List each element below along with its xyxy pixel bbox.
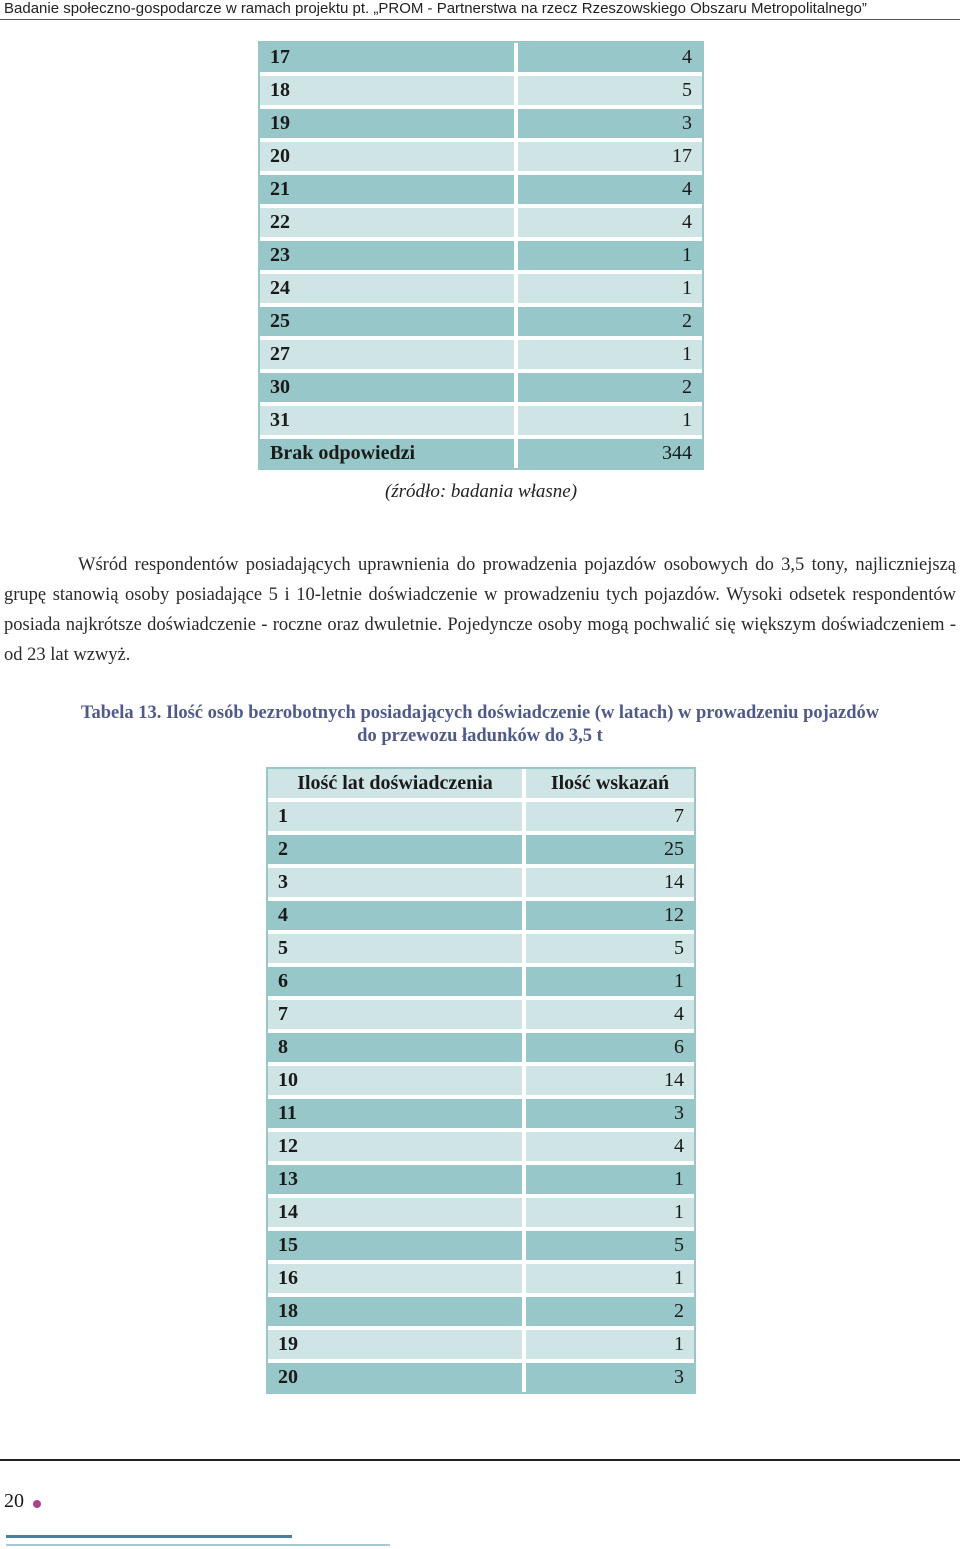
- row-value: 4: [524, 998, 696, 1031]
- row-label: Brak odpowiedzi: [258, 437, 516, 470]
- row-value: 14: [524, 866, 696, 899]
- row-value: 5: [524, 932, 696, 965]
- row-value: 2: [516, 371, 704, 404]
- row-value: 4: [516, 206, 704, 239]
- table-source-note: (źródło: badania własne): [384, 481, 578, 502]
- footer-bar: [6, 1535, 292, 1538]
- row-value: 5: [524, 1229, 696, 1262]
- row-label: 11: [266, 1097, 524, 1130]
- row-label: 16: [266, 1262, 524, 1295]
- row-label: 21: [258, 173, 516, 206]
- table-frame-top: [258, 41, 704, 470]
- row-value: 3: [524, 1097, 696, 1130]
- row-label: 31: [258, 404, 516, 437]
- row-label: 20: [266, 1361, 524, 1394]
- row-label: 18: [266, 1295, 524, 1328]
- row-value: 5: [516, 74, 704, 107]
- row-value: 17: [516, 140, 704, 173]
- row-value: 25: [524, 833, 696, 866]
- row-label: 13: [266, 1163, 524, 1196]
- row-label: 22: [258, 206, 516, 239]
- running-header: Badanie społeczno-gospodarcze w ramach projektu pt. „PROM - Partnerstwa na rzecz Rzeszowskiego Obszaru Metropolitalnego”: [4, 0, 867, 17]
- row-value: 6: [524, 1031, 696, 1064]
- row-label: 14: [266, 1196, 524, 1229]
- header-rule: [0, 19, 960, 20]
- row-value: 4: [516, 41, 704, 74]
- table-caption: [30, 702, 930, 748]
- footer-rule: [0, 1459, 960, 1461]
- row-value: 7: [524, 800, 696, 833]
- row-value: 14: [524, 1064, 696, 1097]
- row-value: 1: [516, 239, 704, 272]
- footer-bullet-icon: [33, 1500, 41, 1508]
- row-label: 8: [266, 1031, 524, 1064]
- row-value: 4: [524, 1130, 696, 1163]
- row-label: 24: [258, 272, 516, 305]
- row-label: 12: [266, 1130, 524, 1163]
- row-value: 4: [516, 173, 704, 206]
- row-label: 19: [266, 1328, 524, 1361]
- body-paragraph: Wśród respondentów posiadających uprawnienia do prowadzenia pojazdów osobowych do 3,5 tony, najliczniejszą grupę stanowią osoby posiadające 5 i 10-letnie doświadczenie w prowadzeniu tych pojazdów. Wysoki odsetek respondentów posiada najkrótsze doświadczenie - roczne oraz dwuletnie. Pojedyncze osoby mogą pochwalić się większym doświadczeniem - od 23 lat wzwyż.: [4, 554, 956, 665]
- column-header-count: Ilość wskazań: [524, 767, 696, 800]
- column-header-years: Ilość lat doświadczenia: [266, 767, 524, 800]
- row-value: 3: [524, 1361, 696, 1394]
- row-label: 3: [266, 866, 524, 899]
- row-label: 2: [266, 833, 524, 866]
- row-label: 5: [266, 932, 524, 965]
- row-value: 2: [516, 305, 704, 338]
- row-value: 2: [524, 1295, 696, 1328]
- row-label: 25: [258, 305, 516, 338]
- row-label: 27: [258, 338, 516, 371]
- caption-line-1: Tabela 13. Ilość osób bezrobotnych posiadających doświadczenie (w latach) w prowadzeniu pojazdów: [80, 703, 880, 723]
- row-value: 1: [516, 338, 704, 371]
- table-frame-bottom: [266, 767, 696, 1394]
- row-value: 1: [524, 1163, 696, 1196]
- row-value: 1: [524, 1328, 696, 1361]
- row-label: 10: [266, 1064, 524, 1097]
- row-value: 3: [516, 107, 704, 140]
- row-value: 1: [516, 272, 704, 305]
- row-label: 15: [266, 1229, 524, 1262]
- row-label: 1: [266, 800, 524, 833]
- row-label: 30: [258, 371, 516, 404]
- row-label: 6: [266, 965, 524, 998]
- row-label: 18: [258, 74, 516, 107]
- row-label: 4: [266, 899, 524, 932]
- row-value: 344: [516, 437, 704, 470]
- row-value: 1: [524, 1196, 696, 1229]
- row-label: 20: [258, 140, 516, 173]
- caption-line-2: do przewozu ładunków do 3,5 t: [357, 726, 603, 746]
- row-value: 1: [524, 965, 696, 998]
- row-value: 1: [516, 404, 704, 437]
- row-label: 23: [258, 239, 516, 272]
- row-label: 17: [258, 41, 516, 74]
- row-value: 1: [524, 1262, 696, 1295]
- row-label: 19: [258, 107, 516, 140]
- row-label: 7: [266, 998, 524, 1031]
- footer-bar-thin: [6, 1544, 390, 1546]
- row-value: 12: [524, 899, 696, 932]
- page-number: 20: [4, 1490, 24, 1512]
